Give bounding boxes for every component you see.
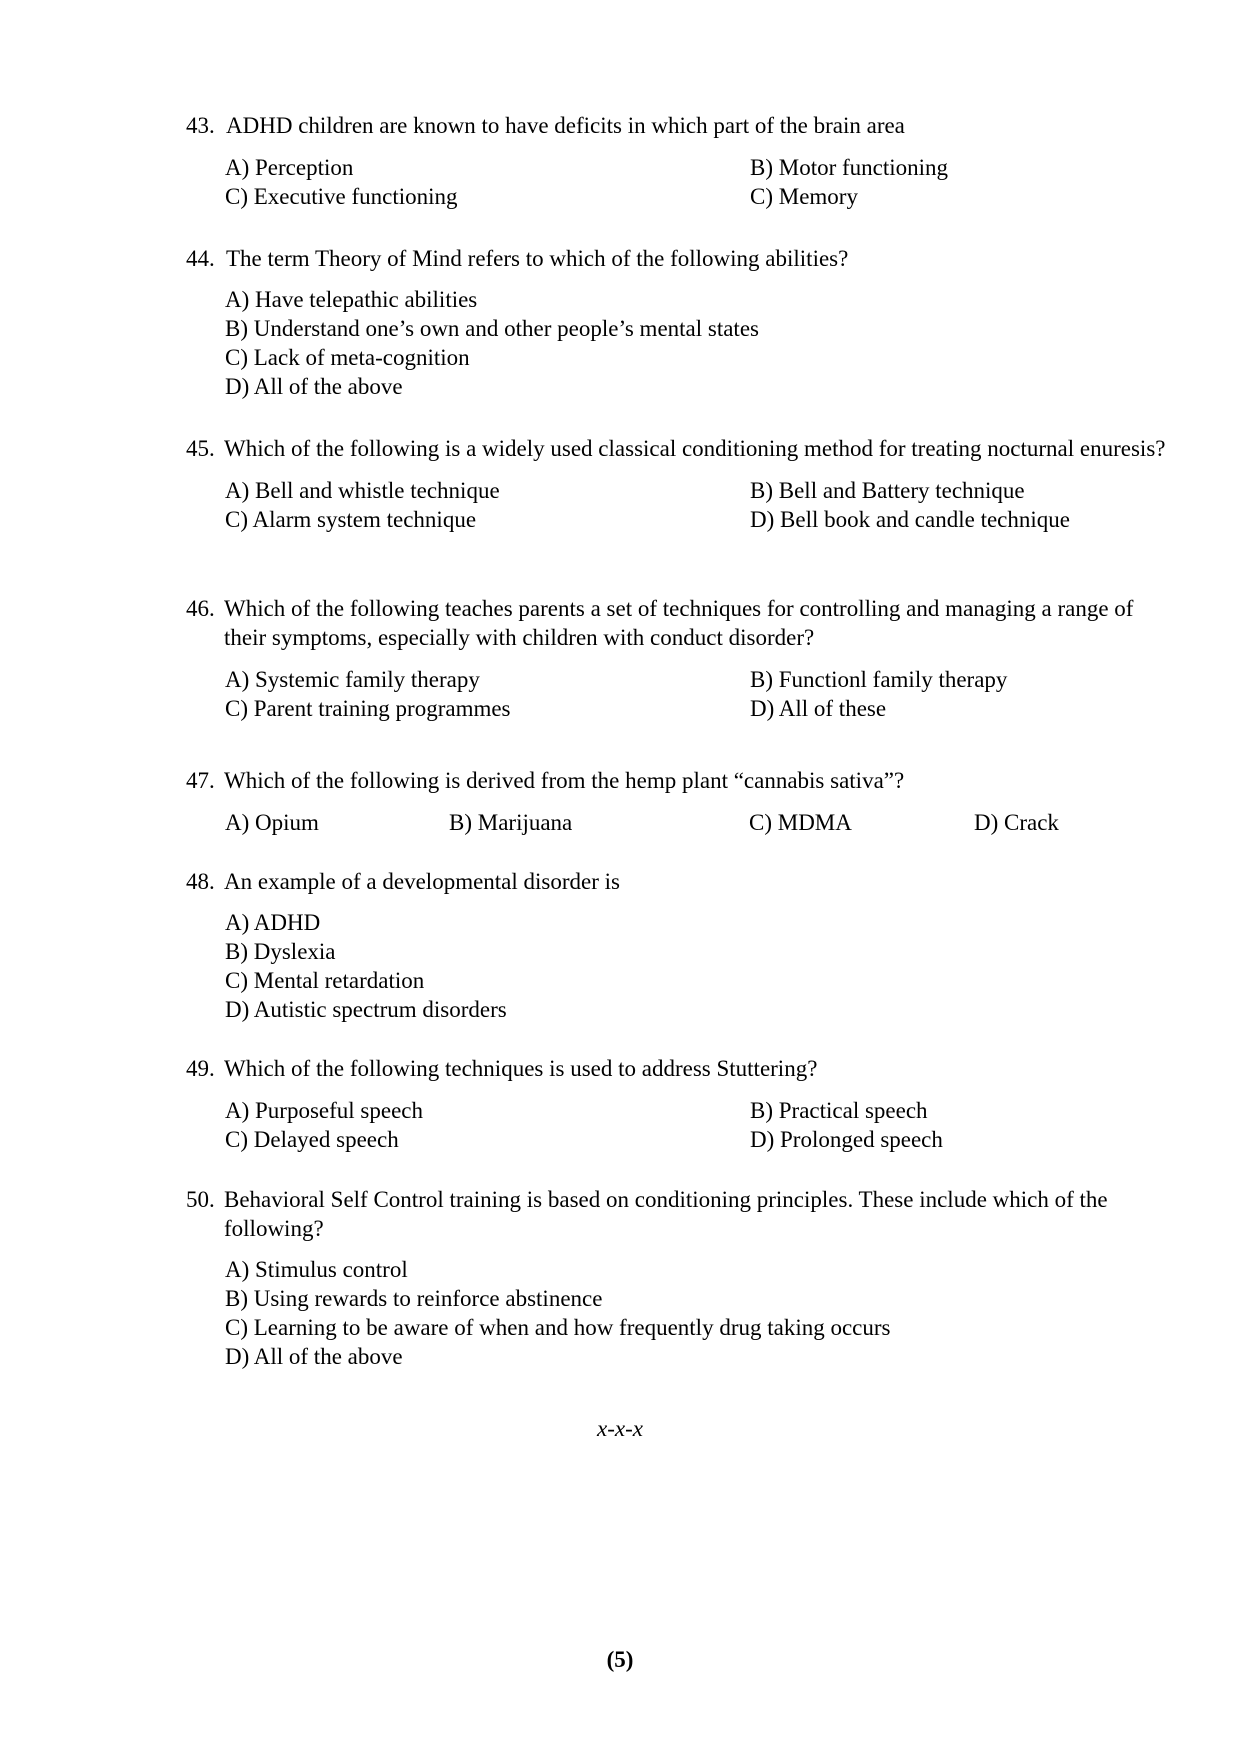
options <box>225 665 1166 723</box>
option-c: C) Executive functioning <box>225 184 458 209</box>
question-text: Behavioral Self Control training is based on conditioning principles. These include which of the following? <box>224 1187 1108 1241</box>
question-45 <box>186 434 1166 534</box>
question-text: Which of the following teaches parents a set of techniques for controlling and managing a range of their symptoms, especially with children with conduct disorder? <box>224 596 1134 650</box>
option-a: A) Bell and whistle technique <box>225 478 500 503</box>
question-50 <box>186 1185 1166 1371</box>
option-d: C) Memory <box>750 184 858 209</box>
question-text: The term Theory of Mind refers to which of the following abilities? <box>226 246 849 271</box>
option-c: C) MDMA <box>749 810 852 835</box>
option-b: B) Understand one’s own and other people’s mental states <box>225 316 759 341</box>
question-number: 47. <box>186 768 215 793</box>
question-48 <box>186 867 1166 1024</box>
question-number: 44. <box>186 246 215 271</box>
question-text: Which of the following techniques is used to address Stuttering? <box>224 1056 818 1081</box>
options <box>225 285 1166 401</box>
option-d: D) All of the above <box>225 1344 403 1369</box>
option-a: A) Perception <box>225 155 354 180</box>
question-text: Which of the following is a widely used classical conditioning method for treating nocturnal enuresis? <box>224 436 1166 461</box>
option-b: B) Marijuana <box>449 810 573 835</box>
options <box>225 476 1166 534</box>
options <box>225 1255 1166 1371</box>
option-d: D) Autistic spectrum disorders <box>225 997 507 1022</box>
option-b: B) Dyslexia <box>225 939 336 964</box>
option-b: B) Practical speech <box>750 1098 928 1123</box>
page-number: (5) <box>606 1647 634 1672</box>
option-a: A) Systemic family therapy <box>225 667 480 692</box>
question-46 <box>186 594 1166 723</box>
question-text: Which of the following is derived from the hemp plant “cannabis sativa”? <box>224 768 905 793</box>
end-marker: x-x-x <box>597 1416 643 1441</box>
question-number: 46. <box>186 596 215 621</box>
option-d: D) Crack <box>974 810 1059 835</box>
option-c: C) Alarm system technique <box>225 507 477 532</box>
question-text: An example of a developmental disorder is <box>224 869 620 894</box>
option-a: A) Opium <box>225 810 319 835</box>
option-a: A) ADHD <box>225 910 321 935</box>
option-c: C) Mental retardation <box>225 968 425 993</box>
question-number: 48. <box>186 869 215 894</box>
question-stem <box>186 594 1166 652</box>
question-stem <box>186 867 1166 896</box>
question-43 <box>186 111 1166 211</box>
option-d: D) All of the above <box>225 374 403 399</box>
question-47 <box>186 766 1166 837</box>
question-number: 50. <box>186 1187 215 1212</box>
option-d: D) Prolonged speech <box>750 1127 943 1152</box>
option-d: D) All of these <box>750 696 887 721</box>
options <box>225 908 1166 1024</box>
question-text: ADHD children are known to have deficits in which part of the brain area <box>226 113 905 138</box>
option-c: C) Lack of meta-cognition <box>225 345 470 370</box>
options <box>225 153 1166 211</box>
option-d: D) Bell book and candle technique <box>750 507 1070 532</box>
question-stem <box>186 1054 1166 1083</box>
option-a: A) Have telepathic abilities <box>225 287 478 312</box>
option-b: B) Functionl family therapy <box>750 667 1008 692</box>
option-a: A) Stimulus control <box>225 1257 408 1282</box>
question-stem <box>186 434 1166 463</box>
question-stem <box>186 766 1166 795</box>
question-49 <box>186 1054 1166 1154</box>
question-number: 43. <box>186 113 215 138</box>
question-number: 49. <box>186 1056 215 1081</box>
question-stem <box>186 111 1166 140</box>
question-stem <box>186 244 1166 273</box>
option-b: B) Using rewards to reinforce abstinence <box>225 1286 603 1311</box>
options <box>225 1096 1166 1154</box>
option-c: C) Learning to be aware of when and how frequently drug taking occurs <box>225 1315 891 1340</box>
question-number: 45. <box>186 436 215 461</box>
option-b: B) Motor functioning <box>750 155 949 180</box>
option-c: C) Delayed speech <box>225 1127 399 1152</box>
question-stem <box>186 1185 1166 1243</box>
question-44 <box>186 244 1166 401</box>
option-c: C) Parent training programmes <box>225 696 511 721</box>
options <box>225 808 1166 837</box>
option-a: A) Purposeful speech <box>225 1098 424 1123</box>
option-b: B) Bell and Battery technique <box>750 478 1025 503</box>
